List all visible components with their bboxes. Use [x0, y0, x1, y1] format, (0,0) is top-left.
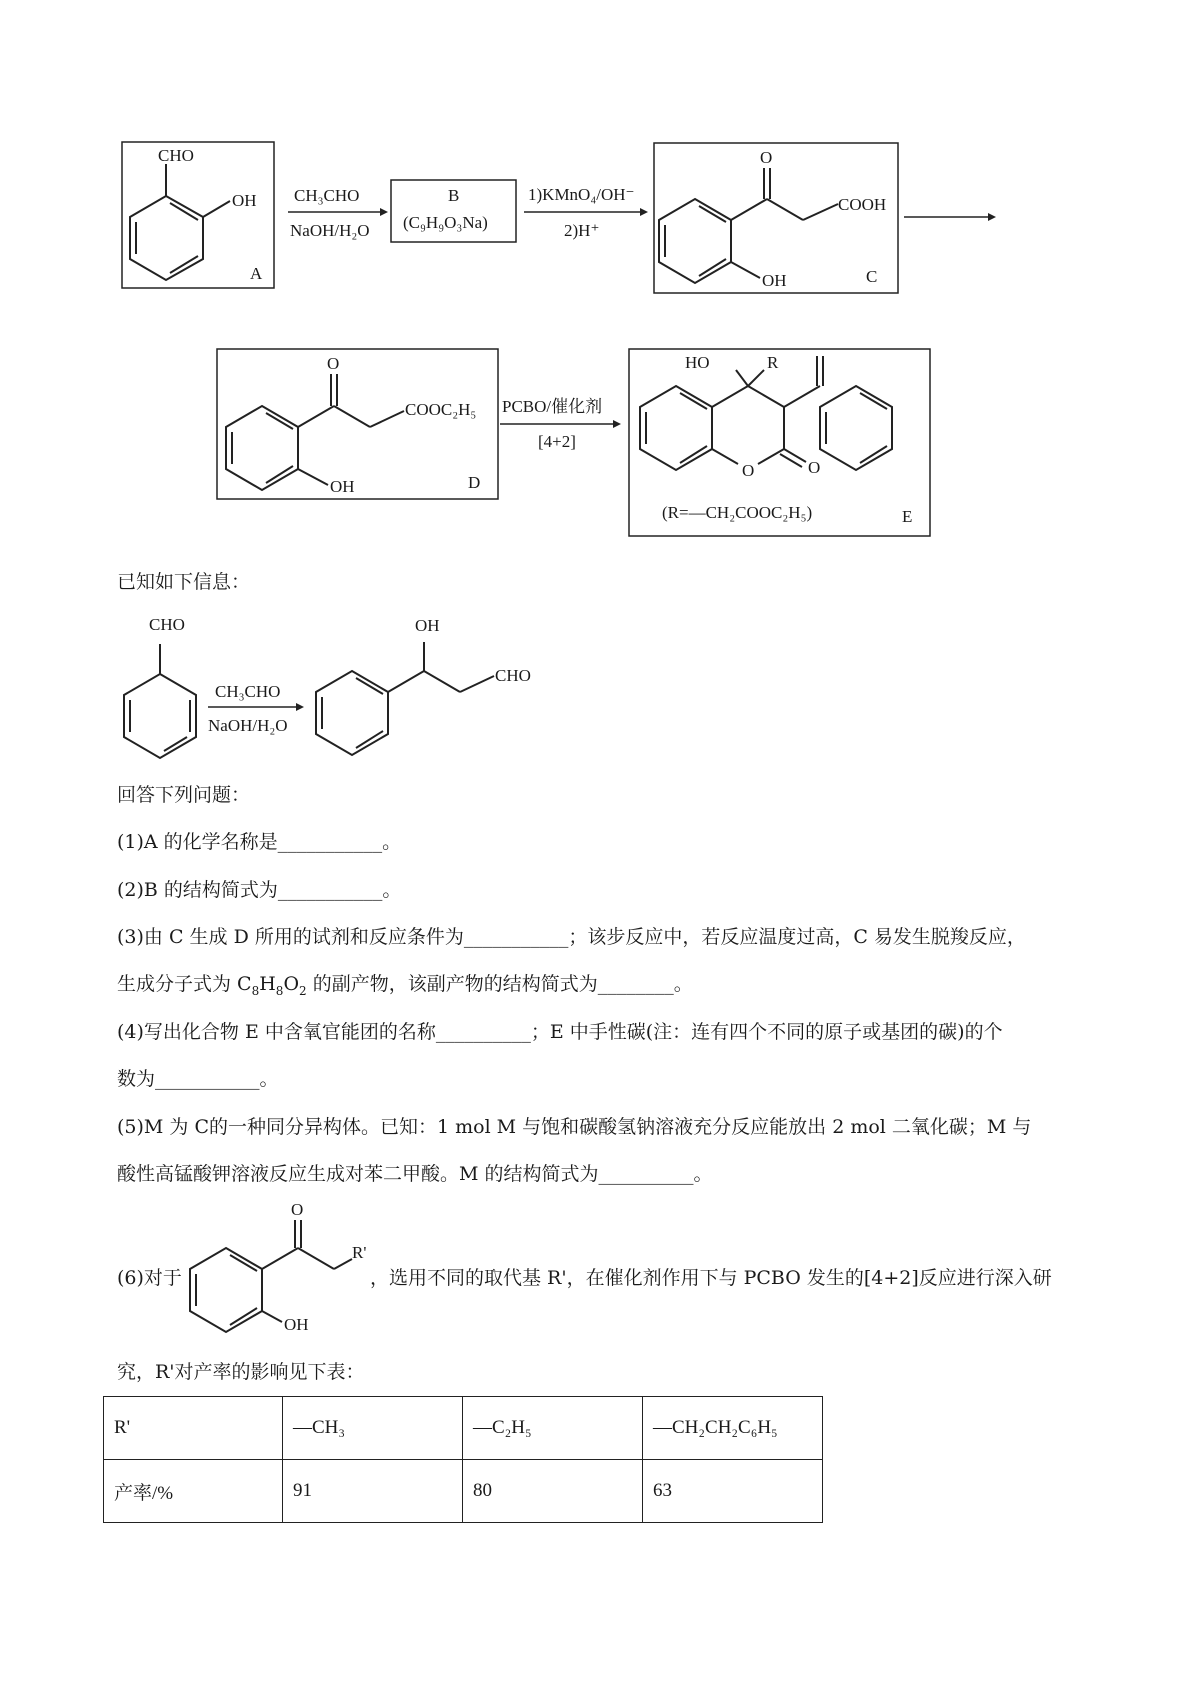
- c-o: O: [760, 148, 773, 167]
- table-row-label: 产率/%: [104, 1460, 283, 1523]
- d-label: D: [468, 473, 481, 492]
- b-label: B: [448, 186, 460, 205]
- table-row: [104, 1397, 823, 1460]
- table-cell: 63: [643, 1460, 823, 1523]
- e-ho: HO: [685, 353, 710, 372]
- d-oh: OH: [330, 477, 355, 496]
- table-cell: 91: [283, 1460, 463, 1523]
- yield-table: [103, 1396, 823, 1523]
- e-o-carbonyl: O: [808, 458, 821, 477]
- question-3-line-2: 生成分子式为 $C_8H_8O_2$ 的副产物，该副产物的结构简式为________。: [117, 973, 693, 998]
- table-header-label: R': [104, 1397, 283, 1460]
- e-o-ring: O: [742, 461, 755, 480]
- d-o: O: [327, 354, 340, 373]
- known-reactant-cho: CHO: [149, 615, 185, 634]
- step2-bottom: 2)H⁺: [564, 221, 600, 240]
- compound-d-structure: [226, 374, 404, 490]
- step1-top: CH₃CHO: [294, 186, 360, 205]
- table-row: [104, 1460, 823, 1523]
- question-5-line-2: 酸性高锰酸钾溶液反应生成对苯二甲酸。M 的结构简式为__________。: [117, 1163, 713, 1185]
- known-info-heading: 已知如下信息：: [117, 571, 251, 593]
- q6-struct-r: R': [352, 1243, 367, 1262]
- aldol-product-structure: [316, 642, 494, 755]
- step3-top: PCBO/催化剂: [502, 397, 603, 416]
- scheme-row-2: [0, 320, 1200, 550]
- d-ester: COOC₂H₅: [405, 400, 477, 419]
- scheme-row-1: [0, 0, 1200, 320]
- a-cho: CHO: [158, 146, 194, 165]
- box-d: [217, 349, 498, 499]
- compound-a-structure: [130, 164, 230, 280]
- q6-struct-oh: OH: [284, 1315, 309, 1334]
- step1-bottom: NaOH/H₂O: [290, 221, 370, 240]
- known-product-cho: CHO: [495, 666, 531, 685]
- step3-bottom: [4+2]: [538, 432, 576, 451]
- question-4-line-2: 数为___________。: [117, 1068, 279, 1090]
- question-1: (1)A 的化学名称是___________。: [117, 831, 402, 853]
- known-reaction: [0, 600, 1200, 760]
- known-product-oh: OH: [415, 616, 440, 635]
- known-reagent-top: CH₃CHO: [215, 682, 281, 701]
- a-oh: OH: [232, 191, 257, 210]
- e-r: R: [767, 353, 779, 372]
- table-header-cell: —CH₂CH₂C₆H₅: [643, 1397, 823, 1460]
- known-reagent-bottom: NaOH/H₂O: [208, 716, 288, 735]
- e-r-definition: (R=—CH₂COOC₂H₅): [662, 503, 813, 522]
- questions-intro: 回答下列问题：: [117, 784, 251, 806]
- step2-top: 1)KMnO₄/OH⁻: [528, 185, 635, 204]
- table-cell: 80: [463, 1460, 643, 1523]
- compound-e-structure: [640, 356, 892, 470]
- question-6-prefix: (6)对于: [117, 1267, 182, 1289]
- question-4-line-1: (4)写出化合物 E 中含氧官能团的名称__________；E 中手性碳(注：连有四个不同的原子或基团的碳)的个: [117, 1021, 1003, 1043]
- a-label: A: [250, 264, 263, 283]
- benzaldehyde-structure: [124, 644, 196, 758]
- question-6-line-2: 究，R'对产率的影响见下表：: [117, 1361, 365, 1383]
- question-5-line-1: (5)M 为 C的一种同分异构体。已知：1 mol M 与饱和碳酸氢钠溶液充分反应能放出 2 mol 二氧化碳；M 与: [117, 1116, 1032, 1138]
- q6-struct-o: O: [291, 1200, 304, 1219]
- question-6-suffix: ，选用不同的取代基 R'，在催化剂作用下与 PCBO 发生的[4+2]反应进行深入研: [370, 1267, 1052, 1289]
- c-cooh: COOH: [838, 195, 887, 214]
- c-label: C: [866, 267, 878, 286]
- b-formula: (C₉H₉O₃Na): [403, 213, 488, 232]
- question-6-structure: [186, 1200, 376, 1335]
- question-2: (2)B 的结构简式为___________。: [117, 879, 402, 901]
- question-3-line-1: (3)由 C 生成 D 所用的试剂和反应条件为___________；该步反应中，若反应温度过高，C 易发生脱羧反应，: [117, 926, 1026, 948]
- e-label: E: [902, 507, 913, 526]
- c-oh: OH: [762, 271, 787, 290]
- table-header-cell: —C₂H₅: [463, 1397, 643, 1460]
- table-header-cell: —CH₃: [283, 1397, 463, 1460]
- compound-c-structure: [659, 168, 838, 283]
